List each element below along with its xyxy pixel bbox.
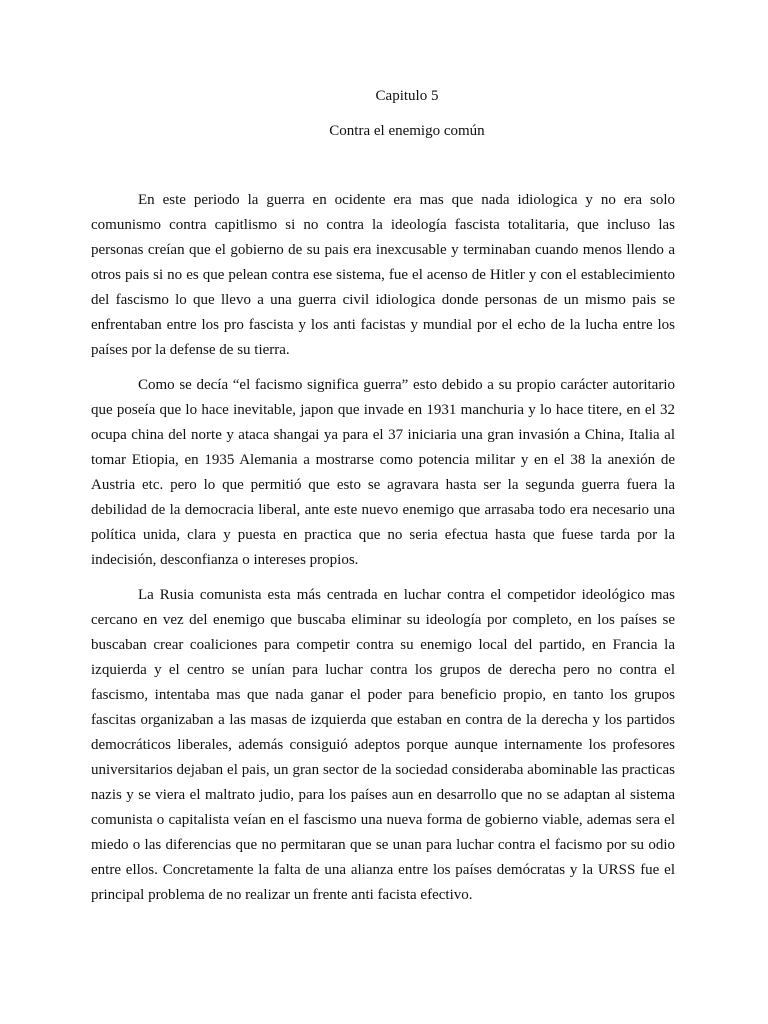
paragraph-1: En este periodo la guerra en ocidente era mas que nada idiologica y no era solo comunismo contra capitlismo si no contra la ideología fascista totalitaria, que incluso las personas creían que el gobierno de su pais era inexcusable y terminaban cuando menos llendo a otros pais si no es que pelean contra ese sistema, fue el acenso de Hitler y con el establecimiento del fascismo lo que llevo a una guerra civil idiologica donde personas de un mismo pais se enfrentaban entre los pro fascista y los anti facistas y mundial por el echo de la lucha entre los países por la defense de su tierra.: [91, 192, 675, 358]
body-text: [91, 188, 675, 918]
paragraph-2: Como se decía “el facismo significa guerra” esto debido a su propio carácter autoritario que poseía que lo hace inevitable, japon que invade en 1931 manchuria y lo hace titere, en el 32 ocupa china del norte y ataca shangai ya para el 37 iniciaria una gran invasión a China, Italia al tomar Etiopia, en 1935 Alemania a mostrarse como potencia militar y en el 38 la anexión de Austria etc. pero lo que permitió que esto se agravara hasta ser la segunda guerra fuera la debilidad de la democracia liberal, ante este nuevo enemigo que arrasaba todo era necesario una política unida, clara y puesta en practica que no seria efectua hasta que fuese tarda por la indecisión, desconfianza o intereses propios.: [91, 377, 675, 568]
chapter-subtitle: Contra el enemigo común: [329, 123, 485, 139]
chapter-heading: Capitulo 5: [375, 88, 439, 104]
paragraph-3: La Rusia comunista esta más centrada en luchar contra el competidor ideológico mas cercano en vez del enemigo que buscaba eliminar su ideología por completo, en los países se buscaban crear coaliciones para competir contra su enemigo local del partido, en Francia la izquierda y el centro se unían para luchar contra los grupos de derecha pero no contra el fascismo, intentaba mas que nada ganar el poder para beneficio propio, en tanto los grupos fascitas organizaban a las masas de izquierda que estaban en contra de la derecha y los partidos democráticos liberales, además consiguió adeptos porque aunque internamente los profesores universitarios dejaban el pais, un gran sector de la sociedad consideraba abominable las practicas nazis y se viera el maltrato judio, para los países aun en desarrollo que no se adaptan al sistema comunista o capitalista veían en el fascismo una nueva forma de gobierno viable, ademas sera el miedo o las diferencias que no permitaran que se unan para luchar contra el facismo por su odio entre ellos. Concretamente la falta de una alianza entre los países demócratas y la URSS fue el principal problema de no realizar un frente anti facista efectivo.: [91, 587, 675, 903]
